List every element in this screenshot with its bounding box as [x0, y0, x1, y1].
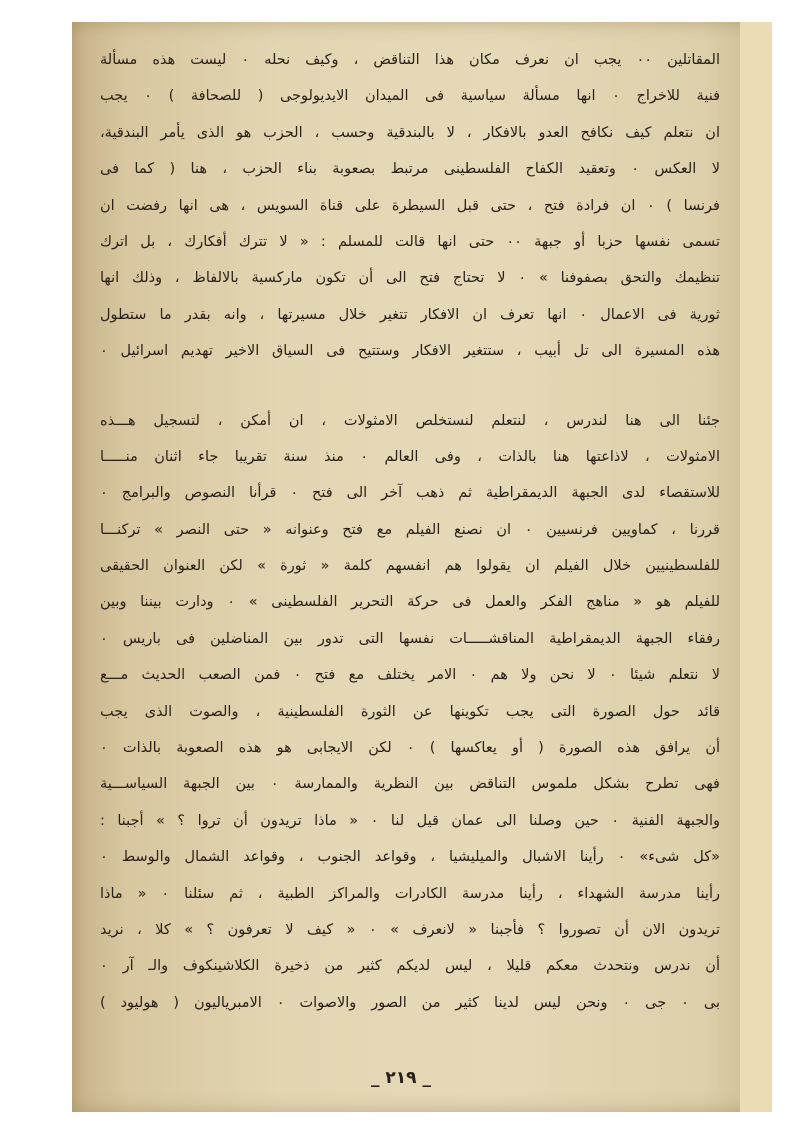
text-line: جئنا الى هنا لندرس ، لنتعلم لنستخلص الامثولات ، ان أمكن ، لتسجيل هـــذه [100, 412, 720, 429]
text-line: هذه المسيرة الى تل أبيب ، ستتغير الافكار وستتيح فى السياق الاخير تهديم اسرائيل ٠ [100, 343, 720, 360]
paragraph-gap [100, 370, 720, 403]
text-line: لا العكس ٠ وتعقيد الكفاح الفلسطينى مرتبط بصعوبة بناء الحزب ، هنا ( كما فى [100, 161, 720, 178]
text-line: للفيلم هو « مناهج الفكر والعمل فى حركة التحرير الفلسطينى » ٠ ودارت بيننا وبين [100, 594, 720, 611]
text-line: أن يرافق هذه الصورة ( أو يعاكسها ) ٠ لكن الايجابى هو هذه الصعوبة بالذات ٠ [100, 740, 720, 757]
text-line: فرنسا ) ٠ ان فرادة فتح ، حتى قبل السيطرة على قناة السويس ، هى انها رفضت ان [100, 197, 720, 214]
text-line: تنظيمك والتحق بصفوفنا » ٠ لا تحتاج فتح الى أن تكون ماركسية بالالفاظ ، وذلك انها [100, 270, 720, 287]
page-body [100, 42, 720, 1021]
text-line: لا نتعلم شيئا ٠ لا نحن ولا هم ٠ الامر يختلف مع فتح ٠ فمن الصعب الحديث مـــع [100, 667, 720, 684]
text-line: قررنا ، كماويين فرنسيين ٠ ان نصنع الفيلم مع فتح وعنوانه « حتى النصر » تركنـــا [100, 521, 720, 538]
page-number: _ ٢١٩ _ [371, 1068, 431, 1088]
text-line: للفلسطينيين خلال الفيلم ان يقولوا هم انفسهم كلمة « ثورة » لكن العنوان الحقيقى [100, 558, 720, 575]
text-line: ان نتعلم كيف نكافح العدو بالافكار ، لا بالبندقية وحسب ، الحزب هو الذى يأمر البندقية، [100, 124, 720, 141]
text-line: فنية للاخراج ٠ انها مسألة سياسية فى الميدان الايديولوجى ( للصحافة ) ٠ يجب [100, 88, 720, 105]
text-line: قائد حول الصورة التى يجب تكوينها عن الثورة الفلسطينية ، والصوت الذى يجب [100, 703, 720, 720]
text-line: رفقاء الجبهة الديمقراطية المناقشـــــات نفسها التى تدور بين المناضلين فى باريس ٠ [100, 630, 720, 647]
text-line: رأينا مدرسة الشهداء ، رأينا مدرسة الكادرات والمراكز الطبية ، ثم سئلنا ٠ « ماذا [100, 885, 720, 902]
text-line: تريدون الان أن تصوروا ؟ فأجبنا « لانعرف » ٠ « كيف لا تعرفون ؟ » كلا ، نريد [100, 921, 720, 938]
text-line: الامثولات ، لاذاعتها هنا بالذات ، وفى العالم ٠ منذ سنة تقريبا جاء اثنان منـــــا [100, 448, 720, 465]
text-line: بى ٠ جى ٠ ونحن ليس لدينا كثير من الصور والاصوات ٠ الامبرياليون ( هوليود ) [100, 994, 720, 1011]
text-line: للاستقصاء لدى الجبهة الديمقراطية ثم ذهب آخر الى فتح ٠ قرأنا النصوص والبرامج ٠ [100, 485, 720, 502]
text-line: ثورية فى الاعمال ٠ انها تعرف ان الافكار تتغير خلال مسيرتها ، وانه بقدر ما ستطول [100, 306, 720, 323]
text-line: تسمى نفسها حزبا أو جبهة ٠٠ حتى انها قالت للمسلم : « لا تترك أفكارك ، بل اترك [100, 233, 720, 250]
text-line: «كل شىء» ٠ رأينا الاشبال والميليشيا ، وقواعد الجنوب ، وقواعد الشمال والوسط ٠ [100, 849, 720, 866]
text-line: أن ندرس ونتحدث معكم قليلا ، ليس لديكم كثير من ذخيرة الكلاشينكوف والـ آر ٠ [100, 958, 720, 975]
text-line: المقاتلين ٠٠ يجب ان نعرف مكان هذا التناقض ، وكيف نحله ٠ ليست هذه مسألة [100, 52, 720, 68]
text-line: والجبهة الفنية ٠ حين وصلنا الى عمان قيل لنا ٠ « ماذا تريدون أن تروا ؟ » أجبنا : [100, 812, 720, 829]
page-edge-strip [740, 22, 772, 1112]
paragraph-2 [100, 403, 720, 1022]
paragraph-1 [100, 42, 720, 370]
text-line: فهى تطرح بشكل ملموس التناقض بين النظرية والممارسة ٠ بين الجبهة السياســـية [100, 776, 720, 793]
